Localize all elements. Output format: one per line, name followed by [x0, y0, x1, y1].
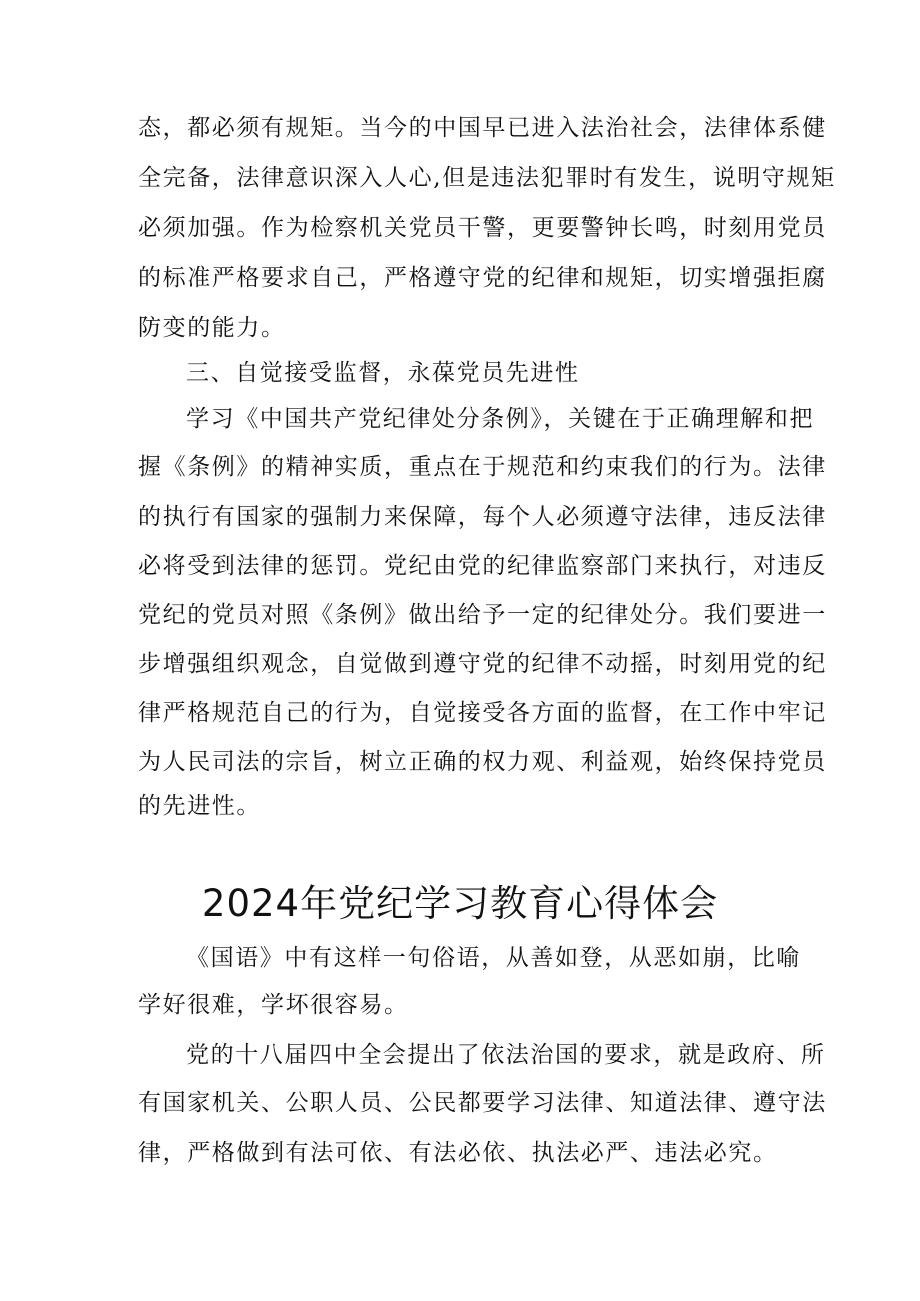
- paragraph-line: 为人民司法的宗旨，树立正确的权力观、利益观，始终保持党员: [138, 749, 827, 775]
- section-heading: 三、自觉接受监督，永葆党员先进性: [186, 360, 580, 386]
- paragraph-line: 的标准严格要求自己，严格遵守党的纪律和规矩，切实增强拒腐: [138, 265, 827, 291]
- paragraph-line: 态，都必须有规矩。当今的中国早已进入法治社会，法律体系健: [138, 115, 827, 141]
- paragraph-line: 步增强组织观念，自觉做到遵守党的纪律不动摇，时刻用党的纪: [138, 651, 827, 677]
- article-title: 2024年党纪学习教育心得体会: [201, 882, 719, 925]
- paragraph-line: 党纪的党员对照《条例》做出给予一定的纪律处分。我们要进一: [138, 602, 827, 628]
- paragraph-line: 必须加强。作为检察机关党员干警，更要警钟长鸣，时刻用党员: [138, 215, 827, 241]
- paragraph-line: 学习《中国共产党纪律处分条例》，关键在于正确理解和把: [186, 406, 815, 432]
- paragraph-line: 律，严格做到有法可依、有法必依、执法必严、违法必究。: [138, 1140, 778, 1166]
- paragraph-line: 《国语》中有这样一句俗语，从善如登，从恶如崩，比喻: [186, 945, 801, 971]
- paragraph-line: 党的十八届四中全会提出了依法治国的要求，就是政府、所: [186, 1042, 826, 1068]
- paragraph-line: 全完备，法律意识深入人心,但是违法犯罪时有发生，说明守规矩: [138, 165, 836, 191]
- paragraph-line: 握《条例》的精神实质，重点在于规范和约束我们的行为。法律: [138, 454, 827, 480]
- paragraph-line: 律严格规范自己的行为，自觉接受各方面的监督，在工作中牢记: [138, 700, 827, 726]
- paragraph-line: 学好很难，学坏很容易。: [138, 992, 409, 1018]
- paragraph-line: 必将受到法律的惩罚。党纪由党的纪律监察部门来执行，对违反: [138, 553, 827, 579]
- paragraph-line: 的执行有国家的强制力来保障，每个人必须遵守法律，违反法律: [138, 504, 827, 530]
- paragraph-line: 的先进性。: [138, 793, 261, 819]
- paragraph-line: 防变的能力。: [138, 315, 286, 341]
- paragraph-line: 有国家机关、公职人员、公民都要学习法律、知道法律、遵守法: [138, 1090, 827, 1116]
